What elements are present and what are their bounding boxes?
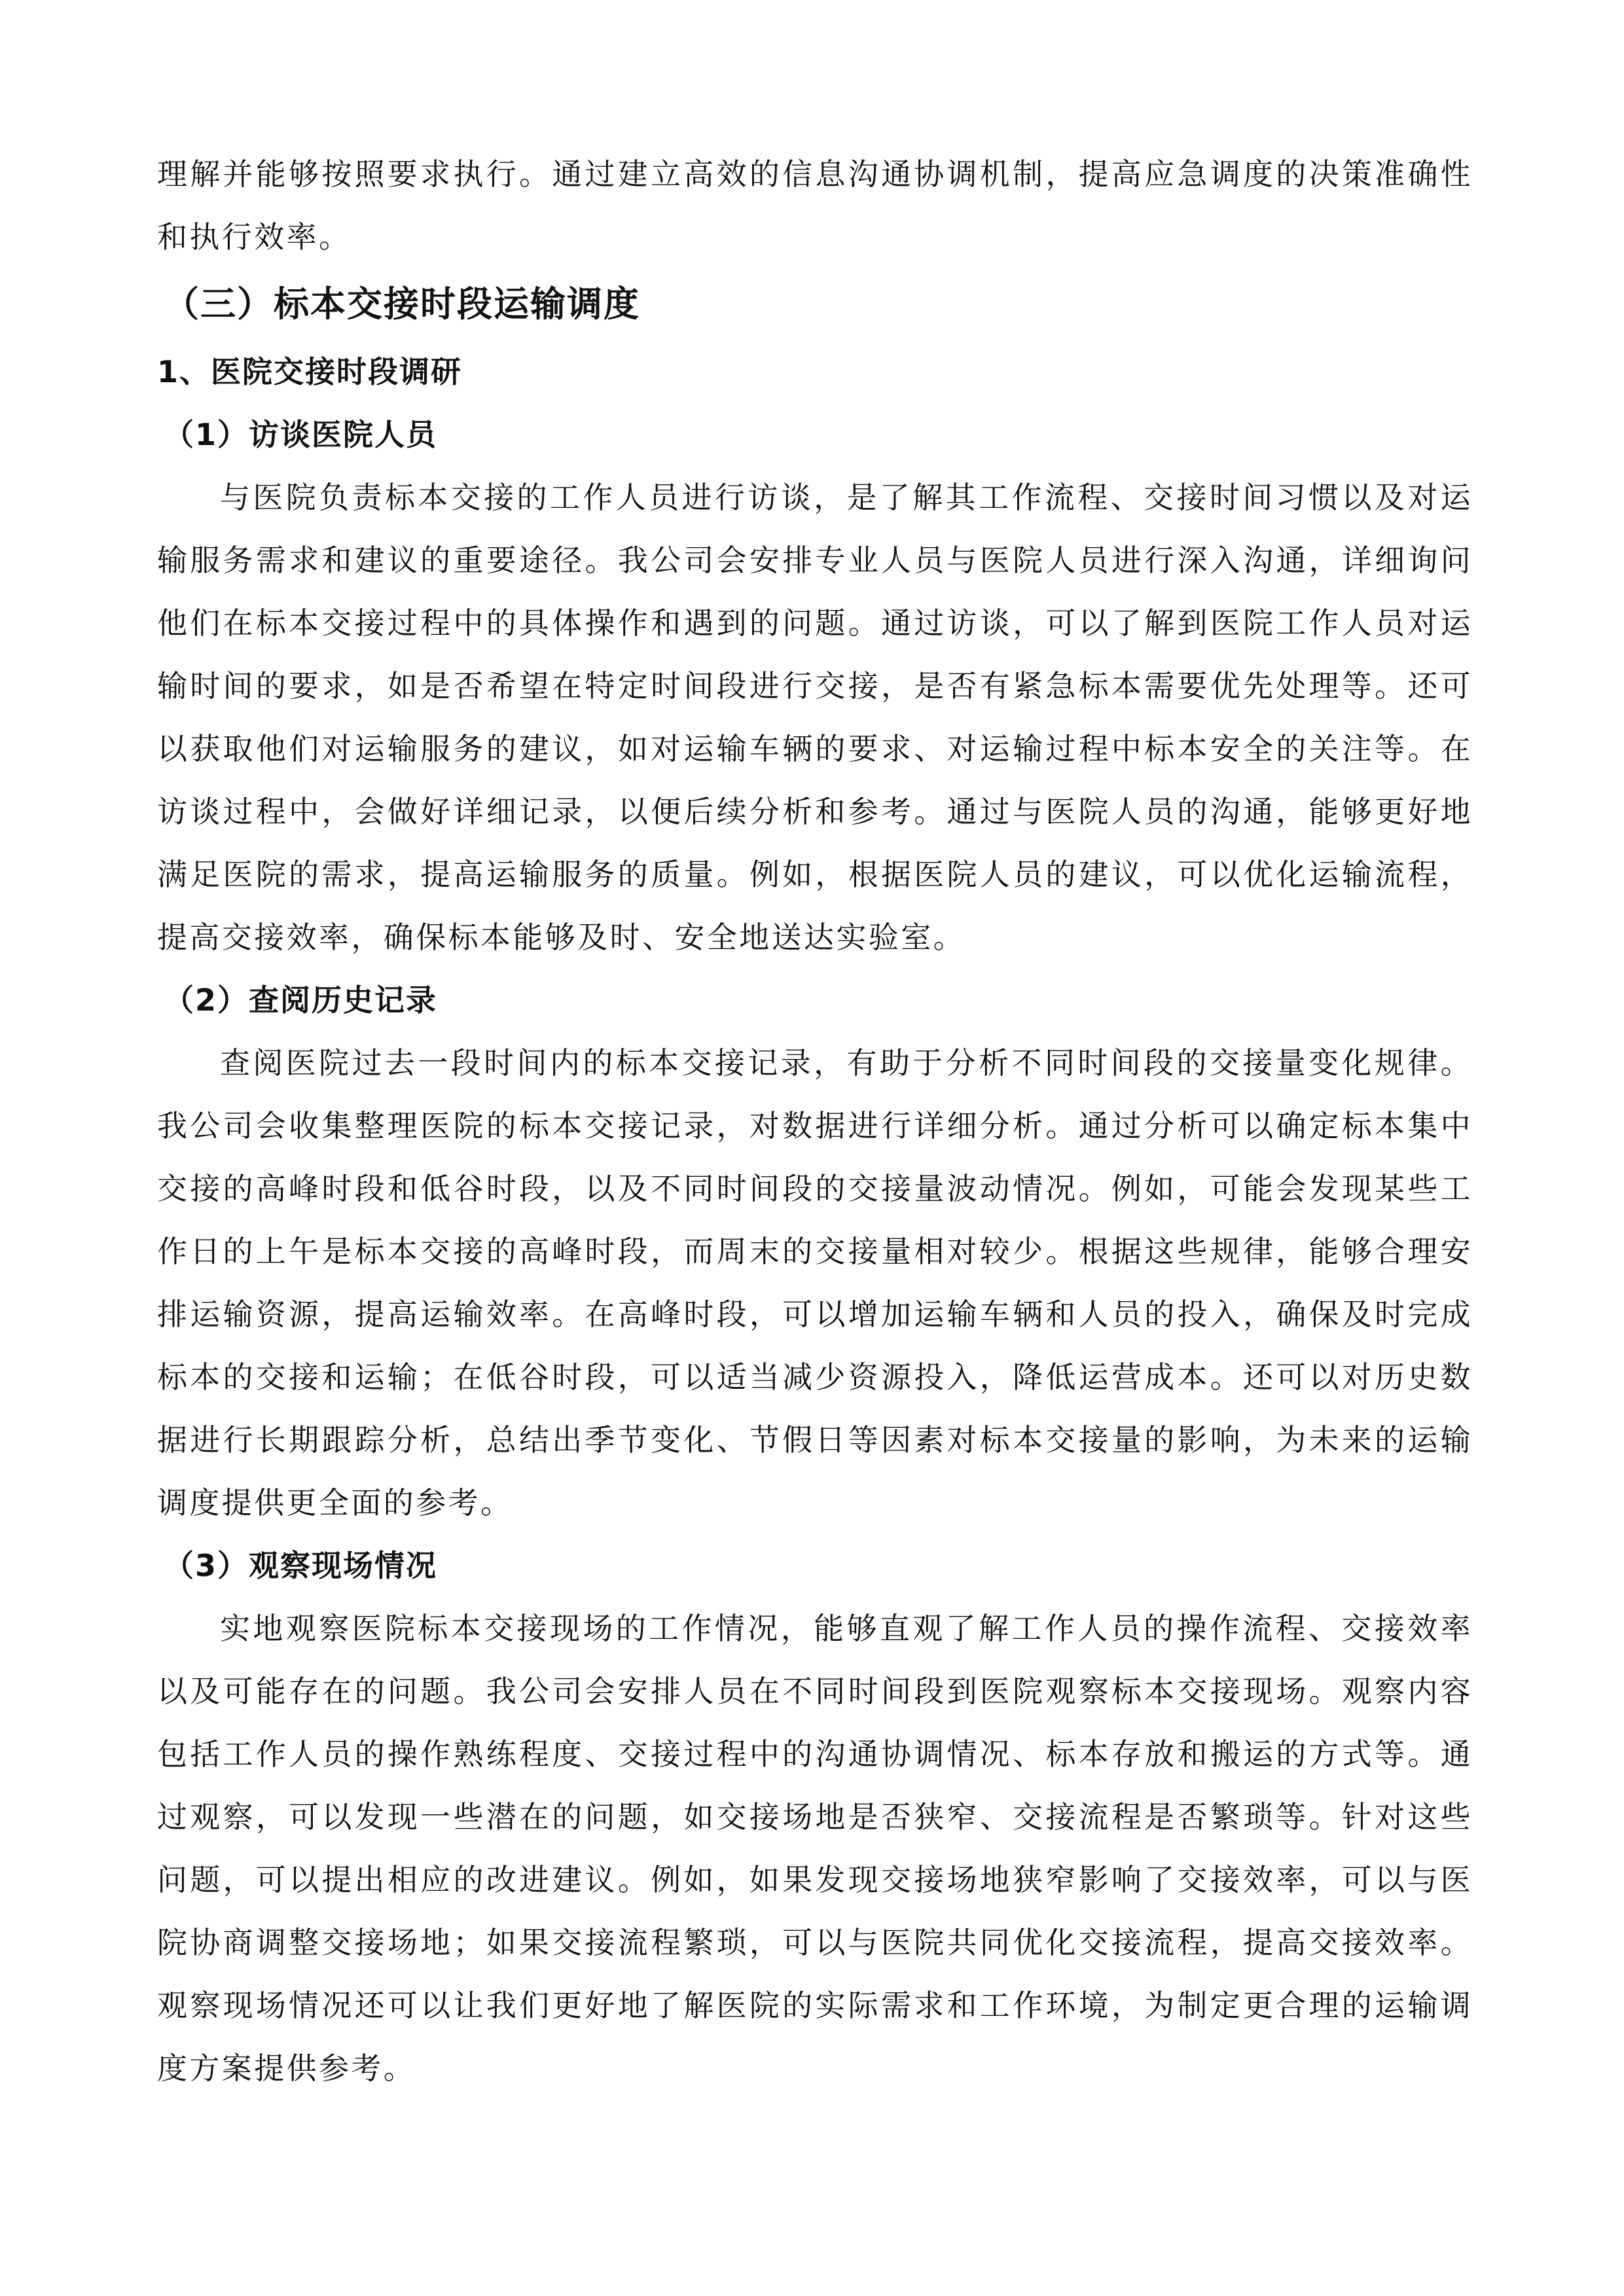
item-body-history: 查阅医院过去一段时间内的标本交接记录，有助于分析不同时间段的交接量变化规律。我公司会收集整理医院的标本交接记录，对数据进行详细分析。通过分析可以确定标本集中交接的高峰时段和低谷时段，以及不同时间段的交接量波动情况。例如，可能会发现某些工作日的上午是标本交接的高峰时段，而周末的交接量相对较少。根据这些规律，能够合理安排运输资源，提高运输效率。在高峰时段，可以增加运输车辆和人员的投入，确保及时完成标本的交接和运输；在低谷时段，可以适当减少资源投入，降低运营成本。还可以对历史数据进行长期跟踪分析，总结出季节变化、节假日等因素对标本交接量的影响，为未来的运输调度提供更全面的参考。 [157,1045,1473,1520]
intro-paragraph: 理解并能够按照要求执行。通过建立高效的信息沟通协调机制，提高应急调度的决策准确性和执行效率。 [157,156,1473,255]
subsection-heading: 1、医院交接时段调研 [157,354,463,389]
item-heading-observation: （3）观察现场情况 [164,1548,438,1583]
item-body-interview: 与医院负责标本交接的工作人员进行访谈，是了解其工作流程、交接时间习惯以及对运输服务需求和建议的重要途径。我公司会安排专业人员与医院人员进行深入沟通，详细询问他们在标本交接过程中的具体操作和遇到的问题。通过访谈，可以了解到医院工作人员对运输时间的要求，如是否希望在特定时间段进行交接，是否有紧急标本需要优先处理等。还可以获取他们对运输服务的建议，如对运输车辆的要求、对运输过程中标本安全的关注等。在访谈过程中，会做好详细记录，以便后续分析和参考。通过与医院人员的沟通，能够更好地满足医院的需求，提高运输服务的质量。例如，根据医院人员的建议，可以优化运输流程，提高交接效率，确保标本能够及时、安全地送达实验室。 [157,480,1473,955]
section-heading: （三）标本交接时段运输调度 [164,283,640,325]
item-body-observation: 实地观察医院标本交接现场的工作情况，能够直观了解工作人员的操作流程、交接效率以及可能存在的问题。我公司会安排人员在不同时间段到医院观察标本交接现场。观察内容包括工作人员的操作熟练程度、交接过程中的沟通协调情况、标本存放和搬运的方式等。通过观察，可以发现一些潜在的问题，如交接场地是否狭窄、交接流程是否繁琐等。针对这些问题，可以提出相应的改进建议。例如，如果发现交接场地狭窄影响了交接效率，可以与医院协商调整交接场地；如果交接流程繁琐，可以与医院共同优化交接流程，提高交接效率。观察现场情况还可以让我们更好地了解医院的实际需求和工作环境，为制定更合理的运输调度方案提供参考。 [157,1611,1473,2086]
item-heading-history: （2）查阅历史记录 [164,982,438,1018]
item-heading-interview: （1）访谈医院人员 [164,417,438,452]
document-page [157,143,1473,2100]
